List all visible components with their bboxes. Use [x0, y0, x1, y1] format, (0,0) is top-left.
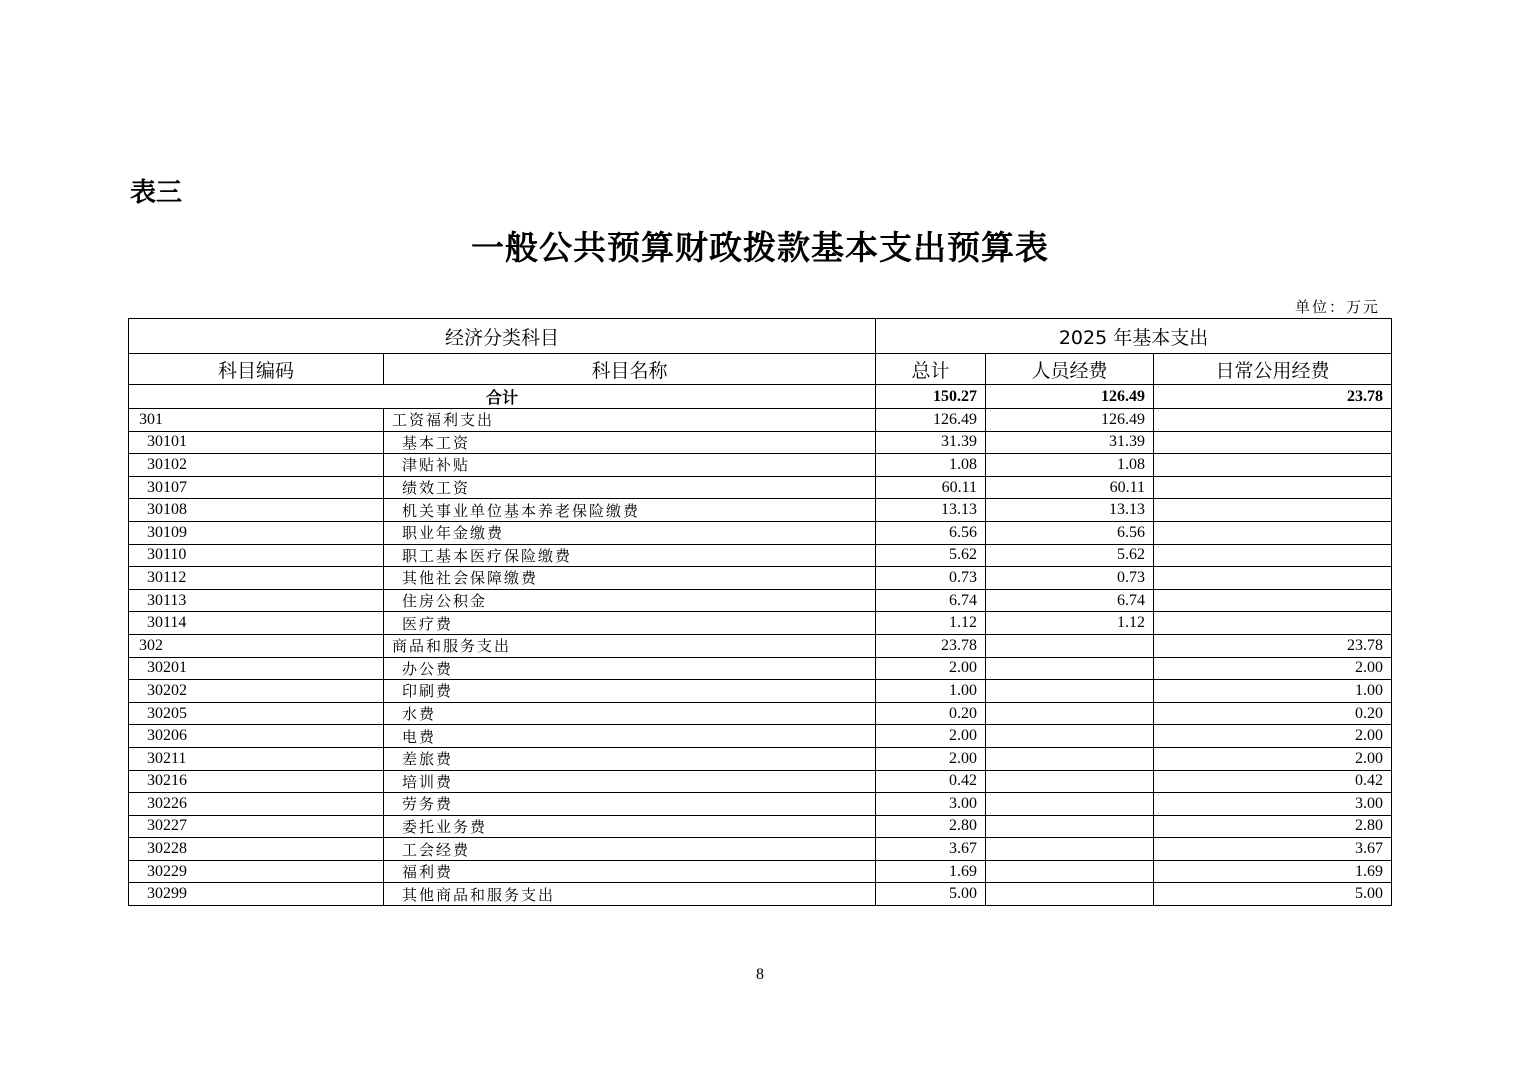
row-code: 30216 — [129, 770, 384, 793]
row-total: 2.00 — [876, 657, 986, 680]
table-row — [129, 770, 1392, 793]
row-personnel — [986, 725, 1154, 748]
row-name: 职工基本医疗保险缴费 — [384, 544, 876, 567]
row-personnel — [986, 883, 1154, 906]
row-public: 5.00 — [1154, 883, 1392, 906]
row-name: 医疗费 — [384, 612, 876, 635]
table-row — [129, 725, 1392, 748]
row-personnel — [986, 815, 1154, 838]
row-code: 301 — [129, 409, 384, 432]
row-code: 30202 — [129, 680, 384, 703]
table-row — [129, 883, 1392, 906]
row-total: 1.12 — [876, 612, 986, 635]
row-personnel — [986, 860, 1154, 883]
table-row — [129, 793, 1392, 816]
table-row — [129, 657, 1392, 680]
row-personnel — [986, 747, 1154, 770]
header-basic-expenditure: 2025 年基本支出 — [876, 319, 1392, 354]
row-personnel — [986, 770, 1154, 793]
row-code: 30110 — [129, 544, 384, 567]
row-name: 工会经费 — [384, 838, 876, 861]
row-code: 30211 — [129, 747, 384, 770]
row-total: 1.08 — [876, 454, 986, 477]
row-total: 13.13 — [876, 499, 986, 522]
table-row — [129, 838, 1392, 861]
row-personnel: 60.11 — [986, 476, 1154, 499]
total-row — [129, 385, 1392, 409]
row-personnel — [986, 680, 1154, 703]
table-row — [129, 702, 1392, 725]
table-row — [129, 521, 1392, 544]
row-name: 委托业务费 — [384, 815, 876, 838]
row-public: 23.78 — [1154, 634, 1392, 657]
row-total: 0.42 — [876, 770, 986, 793]
table-row — [129, 680, 1392, 703]
table-row — [129, 612, 1392, 635]
row-name: 工资福利支出 — [384, 409, 876, 432]
row-name: 办公费 — [384, 657, 876, 680]
row-total: 2.00 — [876, 725, 986, 748]
row-code: 30101 — [129, 431, 384, 454]
row-personnel: 0.73 — [986, 567, 1154, 590]
table-row — [129, 544, 1392, 567]
row-public — [1154, 431, 1392, 454]
row-total: 0.73 — [876, 567, 986, 590]
row-public — [1154, 544, 1392, 567]
table-row — [129, 431, 1392, 454]
row-public: 1.00 — [1154, 680, 1392, 703]
row-code: 302 — [129, 634, 384, 657]
row-code: 30107 — [129, 476, 384, 499]
row-name: 机关事业单位基本养老保险缴费 — [384, 499, 876, 522]
row-total: 6.74 — [876, 589, 986, 612]
row-public: 0.20 — [1154, 702, 1392, 725]
row-public: 2.00 — [1154, 725, 1392, 748]
row-public — [1154, 567, 1392, 590]
unit-label: 单位：万元 — [1294, 298, 1380, 316]
row-personnel — [986, 657, 1154, 680]
row-public — [1154, 409, 1392, 432]
table-row — [129, 454, 1392, 477]
table-row — [129, 567, 1392, 590]
row-name: 其他商品和服务支出 — [384, 883, 876, 906]
row-total: 3.00 — [876, 793, 986, 816]
row-name: 劳务费 — [384, 793, 876, 816]
row-personnel — [986, 793, 1154, 816]
row-code: 30108 — [129, 499, 384, 522]
row-code: 30227 — [129, 815, 384, 838]
header-economic-category: 经济分类科目 — [129, 319, 876, 354]
page-number: 8 — [756, 966, 764, 983]
row-public: 2.00 — [1154, 657, 1392, 680]
row-public: 2.80 — [1154, 815, 1392, 838]
row-personnel: 6.74 — [986, 589, 1154, 612]
row-code: 30113 — [129, 589, 384, 612]
row-public — [1154, 476, 1392, 499]
row-total: 6.56 — [876, 521, 986, 544]
row-personnel: 1.12 — [986, 612, 1154, 635]
row-personnel — [986, 838, 1154, 861]
row-personnel: 1.08 — [986, 454, 1154, 477]
total-label: 合计 — [129, 385, 876, 409]
header-name: 科目名称 — [384, 354, 876, 385]
table-row — [129, 634, 1392, 657]
row-personnel: 13.13 — [986, 499, 1154, 522]
table-row — [129, 747, 1392, 770]
row-total: 2.00 — [876, 747, 986, 770]
row-total: 2.80 — [876, 815, 986, 838]
row-name: 职业年金缴费 — [384, 521, 876, 544]
row-total: 1.69 — [876, 860, 986, 883]
budget-table — [128, 318, 1392, 906]
total-public: 23.78 — [1154, 385, 1392, 409]
row-total: 60.11 — [876, 476, 986, 499]
row-total: 126.49 — [876, 409, 986, 432]
row-name: 绩效工资 — [384, 476, 876, 499]
row-name: 水费 — [384, 702, 876, 725]
row-public: 3.67 — [1154, 838, 1392, 861]
row-name: 其他社会保障缴费 — [384, 567, 876, 590]
total-sum: 150.27 — [876, 385, 986, 409]
table-row — [129, 815, 1392, 838]
row-public — [1154, 454, 1392, 477]
row-name: 培训费 — [384, 770, 876, 793]
row-name: 津贴补贴 — [384, 454, 876, 477]
row-total: 5.62 — [876, 544, 986, 567]
row-code: 30201 — [129, 657, 384, 680]
total-personnel: 126.49 — [986, 385, 1154, 409]
header-total: 总计 — [876, 354, 986, 385]
table-label: 表三 — [130, 178, 183, 208]
header-row-columns — [129, 354, 1392, 385]
header-code: 科目编码 — [129, 354, 384, 385]
row-name: 福利费 — [384, 860, 876, 883]
row-code: 30228 — [129, 838, 384, 861]
row-public: 3.00 — [1154, 793, 1392, 816]
table-row — [129, 589, 1392, 612]
table-row — [129, 499, 1392, 522]
row-personnel — [986, 702, 1154, 725]
row-public — [1154, 499, 1392, 522]
row-name: 电费 — [384, 725, 876, 748]
table-row — [129, 409, 1392, 432]
header-row-groups — [129, 319, 1392, 354]
row-personnel — [986, 634, 1154, 657]
row-public: 1.69 — [1154, 860, 1392, 883]
table-row — [129, 476, 1392, 499]
row-total: 1.00 — [876, 680, 986, 703]
row-personnel: 5.62 — [986, 544, 1154, 567]
row-total: 23.78 — [876, 634, 986, 657]
document-title: 一般公共预算财政拨款基本支出预算表 — [471, 228, 1049, 267]
row-total: 31.39 — [876, 431, 986, 454]
header-personnel: 人员经费 — [986, 354, 1154, 385]
row-public — [1154, 612, 1392, 635]
row-code: 30229 — [129, 860, 384, 883]
row-personnel: 126.49 — [986, 409, 1154, 432]
row-code: 30205 — [129, 702, 384, 725]
row-public: 2.00 — [1154, 747, 1392, 770]
row-total: 0.20 — [876, 702, 986, 725]
row-code: 30114 — [129, 612, 384, 635]
row-name: 商品和服务支出 — [384, 634, 876, 657]
row-total: 5.00 — [876, 883, 986, 906]
row-code: 30206 — [129, 725, 384, 748]
row-name: 印刷费 — [384, 680, 876, 703]
row-personnel: 31.39 — [986, 431, 1154, 454]
row-public: 0.42 — [1154, 770, 1392, 793]
row-public — [1154, 521, 1392, 544]
row-code: 30102 — [129, 454, 384, 477]
row-personnel: 6.56 — [986, 521, 1154, 544]
row-name: 基本工资 — [384, 431, 876, 454]
table-row — [129, 860, 1392, 883]
row-total: 3.67 — [876, 838, 986, 861]
row-code: 30299 — [129, 883, 384, 906]
row-public — [1154, 589, 1392, 612]
row-code: 30226 — [129, 793, 384, 816]
header-public: 日常公用经费 — [1154, 354, 1392, 385]
row-name: 住房公积金 — [384, 589, 876, 612]
row-code: 30112 — [129, 567, 384, 590]
row-code: 30109 — [129, 521, 384, 544]
row-name: 差旅费 — [384, 747, 876, 770]
